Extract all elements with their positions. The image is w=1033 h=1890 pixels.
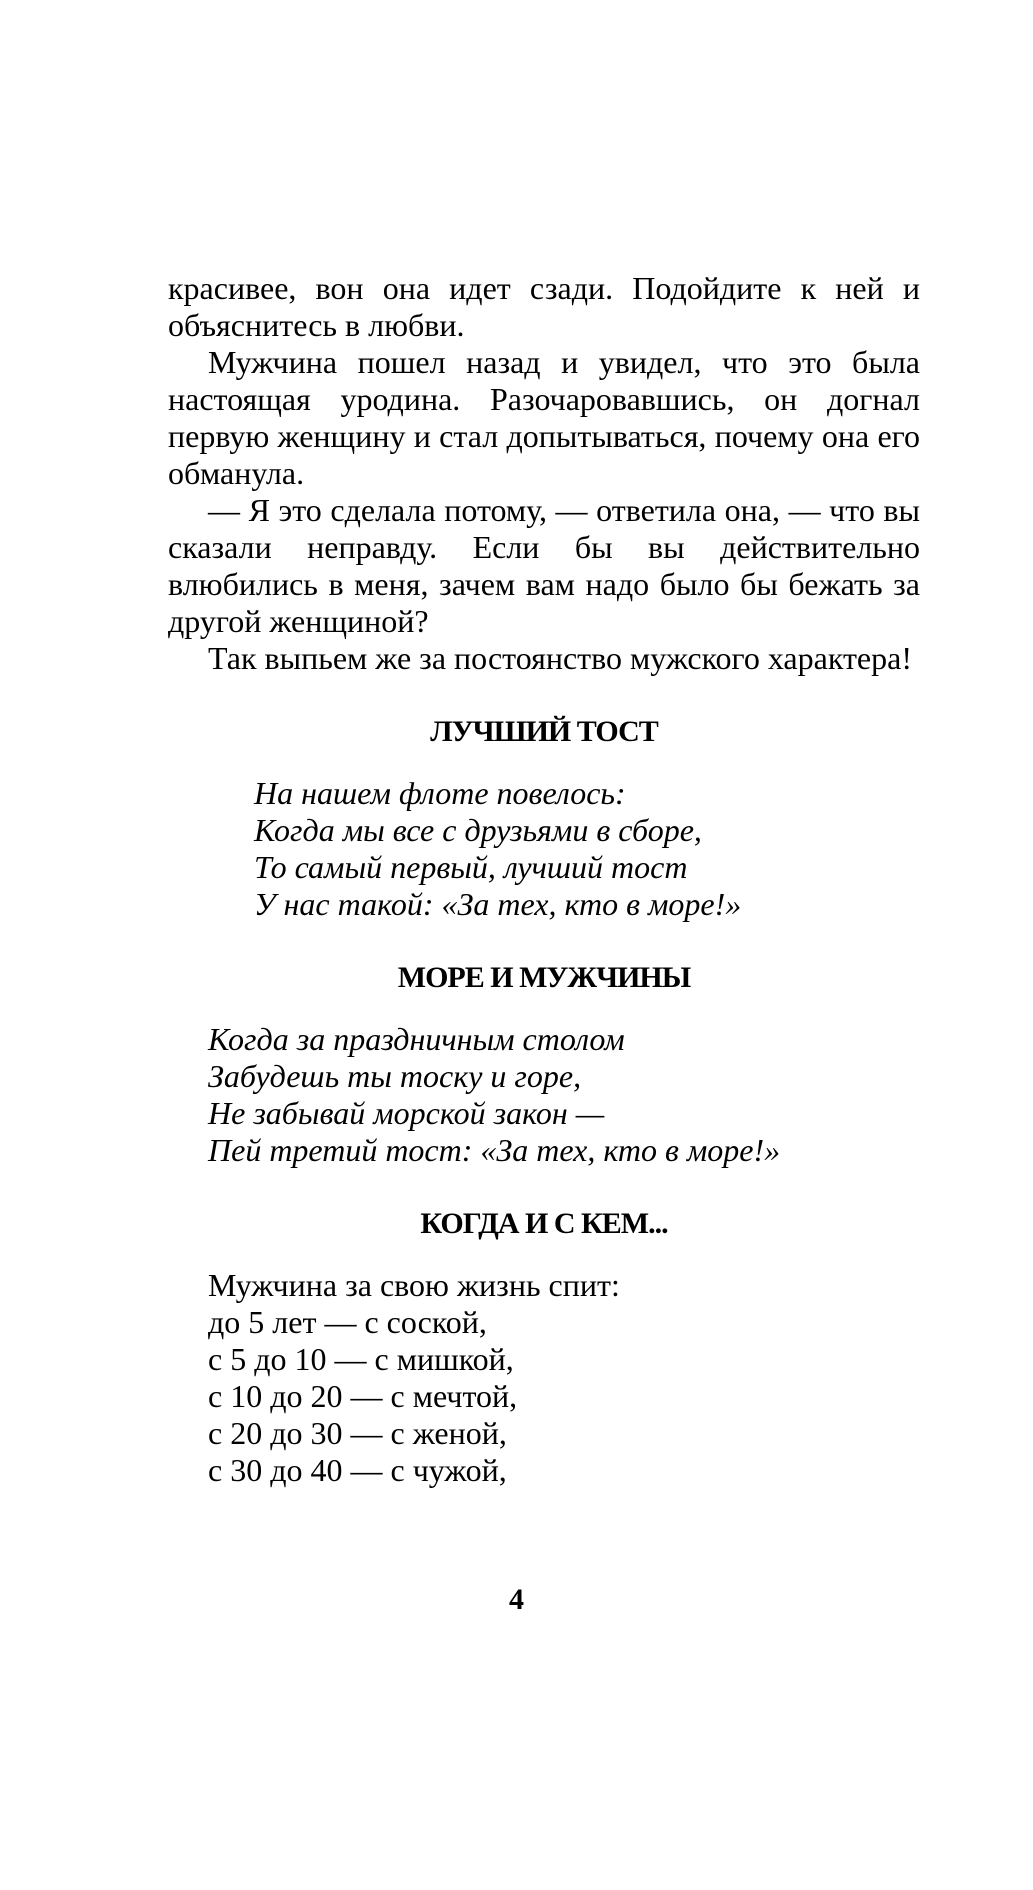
poem-line: Забудешь ты тоску и горе,: [208, 1058, 582, 1094]
paragraph: Так выпьем же за постоянство мужского характера!: [208, 640, 912, 676]
section-heading-when-and-with-whom: КОГДА И С КЕМ...: [420, 1207, 668, 1240]
list-line: до 5 лет — с соской,: [208, 1304, 487, 1340]
page-number: 4: [509, 1583, 524, 1616]
section-heading-best-toast: ЛУЧШИЙ ТОСТ: [430, 715, 658, 748]
paragraph: — Я это сделала потому, — ответила она, — что вы сказали неправду. Если бы вы действительно влюбились в меня, зачем вам надо было бы бежать за другой женщиной?: [168, 492, 920, 639]
list-line: с 10 до 20 — с мечтой,: [208, 1378, 518, 1414]
poem-line: Пей третий тост: «За тех, кто в море!»: [208, 1132, 781, 1168]
list-line: с 20 до 30 — с женой,: [208, 1415, 507, 1451]
paragraph: Мужчина пошел назад и увидел, что это была настоящая уродина. Разочаровавшись, он догнал первую женщину и стал допытываться, почему она его обманула.: [168, 344, 920, 491]
section-heading-sea-and-men: МОРЕ И МУЖЧИНЫ: [397, 961, 691, 994]
list-line: с 30 до 40 — с чужой,: [208, 1452, 507, 1488]
poem-best-toast: [168, 775, 920, 923]
list-line: Мужчина за свою жизнь спит:: [208, 1267, 620, 1303]
poem-line: Не забывай морской закон —: [208, 1095, 605, 1131]
poem-line: Когда мы все с друзьями в сборе,: [254, 812, 702, 848]
poem-line: Когда за праздничным столом: [208, 1021, 625, 1057]
list-when-and-with-whom: [168, 1267, 920, 1489]
poem-line: У нас такой: «За тех, кто в море!»: [254, 886, 742, 922]
poem-sea-and-men: [168, 1021, 920, 1169]
poem-line: На нашем флоте повелось:: [254, 775, 626, 811]
paragraph-continuation: красивее, вон она идет сзади. Подойдите к ней и объяснитесь в любви.: [168, 270, 920, 343]
prose-block: [168, 270, 920, 677]
list-line: с 5 до 10 — с мишкой,: [208, 1341, 514, 1377]
page-body: [168, 270, 920, 1489]
poem-line: То самый первый, лучший тост: [254, 849, 688, 885]
